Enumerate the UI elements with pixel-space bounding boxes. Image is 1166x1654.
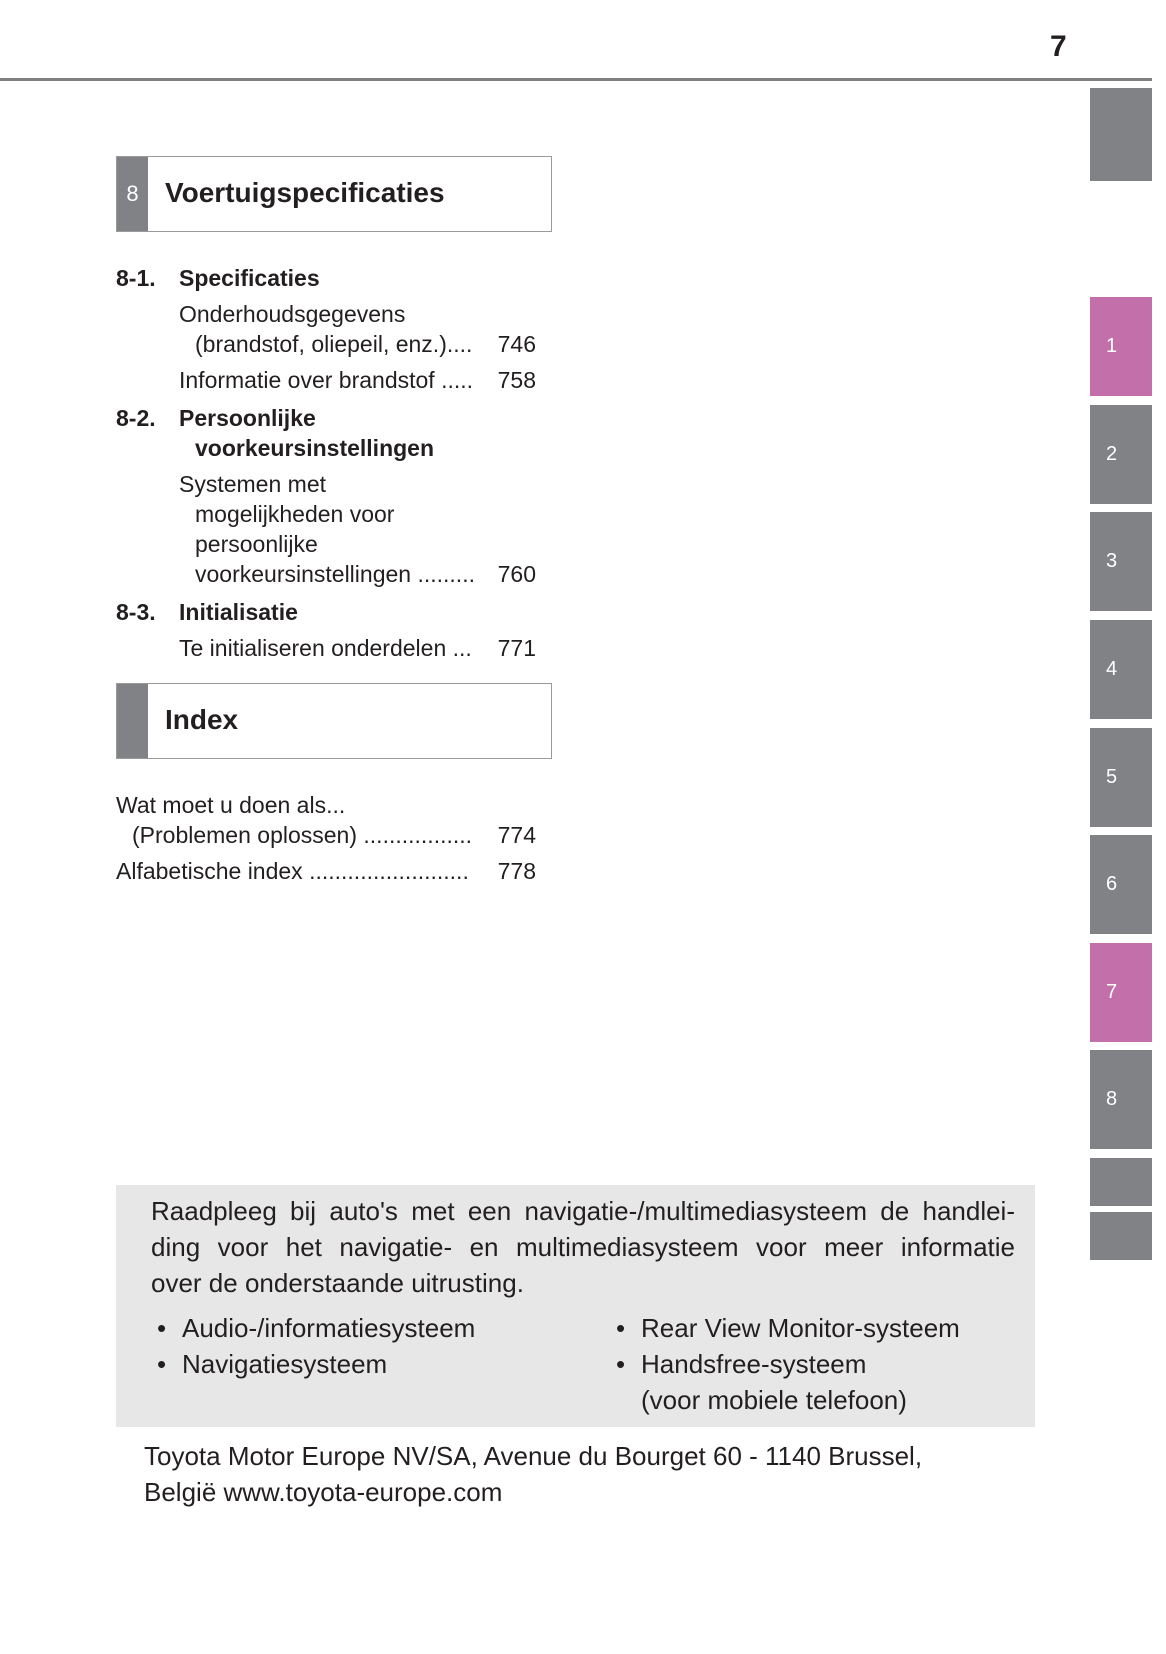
note-bullets-right — [616, 1310, 960, 1418]
toc-page-number: 760 — [497, 561, 536, 587]
toc-entry-onderhoudsgegevens-cont[interactable] — [116, 329, 536, 359]
bullet-text: (voor mobiele telefoon) — [641, 1385, 907, 1415]
bullet-item — [616, 1346, 960, 1382]
index-title: Index — [165, 704, 239, 735]
toc-leader: ... — [446, 635, 472, 661]
toc-heading-title: Persoonlijke — [179, 405, 316, 431]
chapter-tab-blank-1[interactable] — [1090, 1158, 1152, 1206]
toc-heading-8-3[interactable] — [116, 597, 536, 627]
toc-page-number: 746 — [497, 331, 536, 357]
note-line: ding voor het navigatie- en multimediasysteem voor meer informatie — [151, 1232, 1015, 1262]
toc-entry-alfabetische-index[interactable] — [116, 856, 536, 886]
note-line: over de onderstaande uitrusting. — [151, 1268, 524, 1298]
bullet-text: Audio-/informatiesysteem — [182, 1313, 476, 1343]
section-8-toc — [116, 263, 536, 663]
toc-heading-title: voorkeursinstellingen — [195, 435, 435, 461]
section-8-header — [116, 156, 552, 232]
toc-entry-text: Te initialiseren onderdelen — [179, 635, 447, 661]
bullet-item-cont — [616, 1382, 960, 1418]
index-tab-marker — [117, 684, 148, 758]
note-bullets-left — [157, 1310, 475, 1382]
toc-entry-text: Alfabetische index — [116, 858, 303, 884]
toc-entry-text: persoonlijke — [195, 531, 318, 557]
bullet-item — [157, 1310, 475, 1346]
toc-entry-systemen[interactable] — [116, 469, 536, 499]
toc-heading-8-2[interactable] — [116, 403, 536, 433]
toc-entry-text: Onderhoudsgegevens — [179, 301, 406, 327]
toc-leader: ......... — [411, 561, 475, 587]
toc-heading-8-1[interactable] — [116, 263, 536, 293]
toc-heading-number: 8-1. — [116, 265, 156, 291]
toc-entry-text: (brandstof, oliepeil, enz.) — [195, 331, 447, 357]
bullet-dot: • — [616, 1313, 626, 1343]
chapter-tab-1[interactable]: 1 — [1090, 297, 1152, 396]
footer-address: Toyota Motor Europe NV/SA, Avenue du Bourget 60 - 1140 Brussel, — [144, 1441, 923, 1471]
index-header — [116, 683, 552, 759]
toc-heading-8-2-cont[interactable] — [116, 433, 536, 463]
bullet-dot: • — [616, 1349, 626, 1379]
toc-leader: ................. — [357, 822, 473, 848]
toc-entry-initialiseren[interactable] — [116, 633, 536, 663]
chapter-tab-6[interactable]: 6 — [1090, 835, 1152, 934]
toc-entry-wat-moet-u-doen[interactable] — [116, 790, 536, 820]
bullet-dot: • — [157, 1313, 167, 1343]
toc-leader: ......................... — [302, 858, 469, 884]
toc-heading-number: 8-3. — [116, 599, 156, 625]
chapter-tab-5[interactable]: 5 — [1090, 728, 1152, 827]
toc-entry-brandstof[interactable] — [116, 365, 536, 395]
toc-entry-wat-moet-u-doen-cont[interactable] — [116, 820, 536, 850]
publisher-footer — [144, 1438, 922, 1510]
bullet-item — [616, 1310, 960, 1346]
toc-leader: ..... — [434, 367, 474, 393]
toc-page-number: 774 — [497, 822, 536, 848]
chapter-tab-7[interactable]: 7 — [1090, 943, 1152, 1042]
toc-heading-title: Initialisatie — [179, 599, 298, 625]
page-number: 7 — [1050, 30, 1067, 63]
section-8-number: 8 — [117, 157, 148, 231]
toc-entry-text: Informatie over brandstof — [179, 367, 435, 393]
toc-entry-text: voorkeursinstellingen — [195, 561, 412, 587]
note-line: Raadpleeg bij auto's met een navigatie-/multimediasysteem de handlei- — [151, 1196, 1015, 1226]
chapter-tab-8[interactable]: 8 — [1090, 1050, 1152, 1149]
chapter-tab-2[interactable]: 2 — [1090, 405, 1152, 504]
index-toc — [116, 790, 536, 886]
toc-entry-text: Wat moet u doen als... — [116, 792, 346, 818]
toc-page-number: 778 — [497, 858, 536, 884]
toc-entry-systemen-cont[interactable] — [116, 559, 536, 589]
header-rule — [0, 78, 1152, 81]
toc-page-number: 758 — [497, 367, 536, 393]
navigation-note-box — [116, 1185, 1035, 1427]
toc-entry-text: mogelijkheden voor — [195, 501, 395, 527]
chapter-tab-blank-2[interactable] — [1090, 1212, 1152, 1260]
footer-country-url: België www.toyota-europe.com — [144, 1477, 503, 1507]
toc-heading-title: Specificaties — [179, 265, 320, 291]
chapter-tab-3[interactable]: 3 — [1090, 512, 1152, 611]
toc-entry-text: Systemen met — [179, 471, 326, 497]
bullet-text: Handsfree-systeem — [641, 1349, 867, 1379]
bullet-text: Navigatiesysteem — [182, 1349, 388, 1379]
bullet-dot: • — [157, 1349, 167, 1379]
toc-leader: .... — [446, 331, 473, 357]
toc-entry-onderhoudsgegevens[interactable] — [116, 299, 536, 329]
toc-entry-text: (Problemen oplossen) — [132, 822, 358, 848]
note-paragraph — [151, 1193, 1015, 1301]
toc-heading-number: 8-2. — [116, 405, 156, 431]
section-8-title: Voertuigspecificaties — [165, 177, 445, 208]
toc-page-number: 771 — [497, 635, 536, 661]
chapter-tab-4[interactable]: 4 — [1090, 620, 1152, 719]
chapter-tab-blank-top[interactable] — [1090, 88, 1152, 181]
bullet-item — [157, 1346, 475, 1382]
bullet-text: Rear View Monitor-systeem — [641, 1313, 960, 1343]
toc-entry-systemen-cont[interactable] — [116, 529, 536, 559]
toc-entry-systemen-cont[interactable] — [116, 499, 536, 529]
